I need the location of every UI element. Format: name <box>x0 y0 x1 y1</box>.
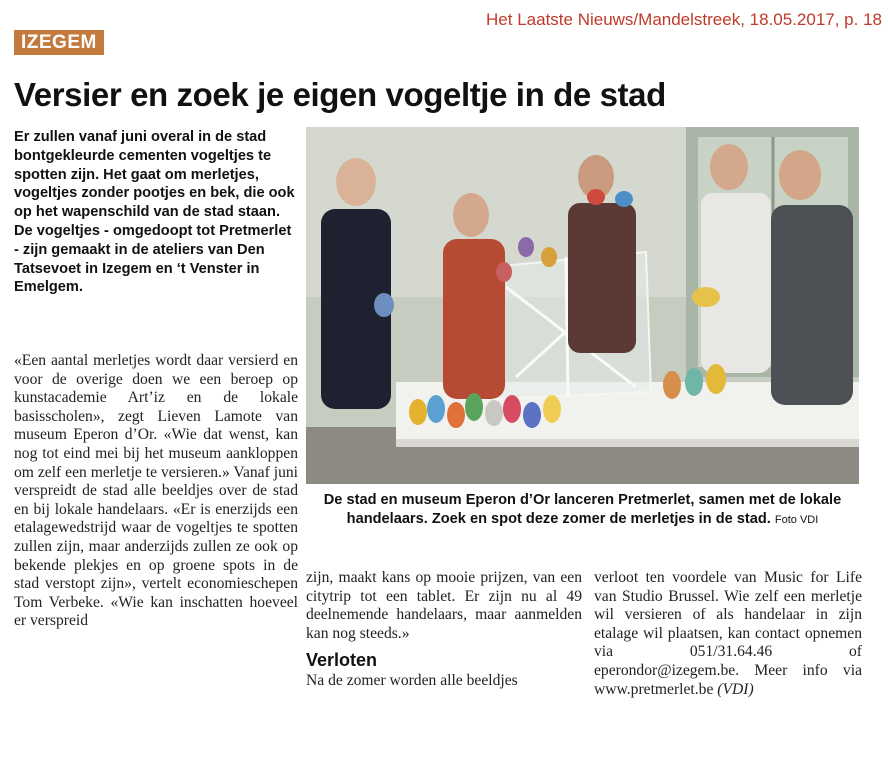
section-kicker: IZEGEM <box>14 30 104 55</box>
body-text: «Een aantal merletjes wordt daar versierd en voor de overige doen we een beroep op kunstacademie Art’iz en de lokale basisscholen», zegt Lieven Lamote van museum Eperon d’Or. «Wie dat wenst, kan nog tot eind mei bij het museum aankloppen om zelf een merletje te versieren.» Vanaf juni verspreidt de stad alle beeldjes over de stad en bij lokale handelaars. «Er is enerzijds een etalagewedstrijd waar de vogeltjes te spotten zullen zijn, maar anderzijds zullen ze ook op bekende plekjes en op groene spots in de stad verstopt zijn», vertelt economieschepen Tom Verbeke. «Wie kan inschatten hoeveel er verspreid <box>14 352 298 630</box>
caption-text: De stad en museum Eperon d’Or lanceren Pretmerlet, samen met de lokale handelaars. Zoek en spot deze zomer de merletjes in de stad. <box>323 492 842 527</box>
article-photo <box>306 127 859 484</box>
author-signature: (VDI) <box>717 680 754 698</box>
body-column-3 <box>594 569 862 699</box>
body-text <box>594 569 862 699</box>
lead-paragraph: Er zullen vanaf juni overal in de stad bontgekleurde cementen vogeltjes te spotten zijn. Het gaat om merletjes, vogeltjes zonder pootjes en bek, die ook op het wapenschild van de stad staan. De vogeltjes - omgedoopt tot Pretmerlet - zijn gemaakt in de ateliers van Den Tatsevoet in Izegem en ‘t Venster in Emelgem. <box>14 129 295 296</box>
headline: Versier en zoek je eigen vogeltje in de stad <box>14 76 666 113</box>
subheading: Verloten <box>306 650 378 671</box>
source-line: Het Laatste Nieuws/Mandelstreek, 18.05.2017, p. 18 <box>486 10 882 29</box>
photo-credit: Foto VDI <box>774 513 819 526</box>
body-column-2 <box>306 569 582 691</box>
body-column-1 <box>14 352 298 631</box>
photo-caption <box>306 491 859 529</box>
body-text-main: verloot ten voordele van Music for Life van Studio Brussel. Wie zelf een merletje wil versieren of als handelaar in zijn etalage wil plaatsen, kan contact opnemen via 051/31.64.46 of eperondor@izegem.be. Meer info via www.pretmerlet.be <box>594 569 862 698</box>
body-text: zijn, maakt kans op mooie prijzen, van een citytrip tot een tablet. Er zijn nu al 49 deelnemende handelaars, maar aanmelden kan nog steeds.» <box>306 569 582 642</box>
body-text: Na de zomer worden alle beeldjes <box>306 671 518 689</box>
